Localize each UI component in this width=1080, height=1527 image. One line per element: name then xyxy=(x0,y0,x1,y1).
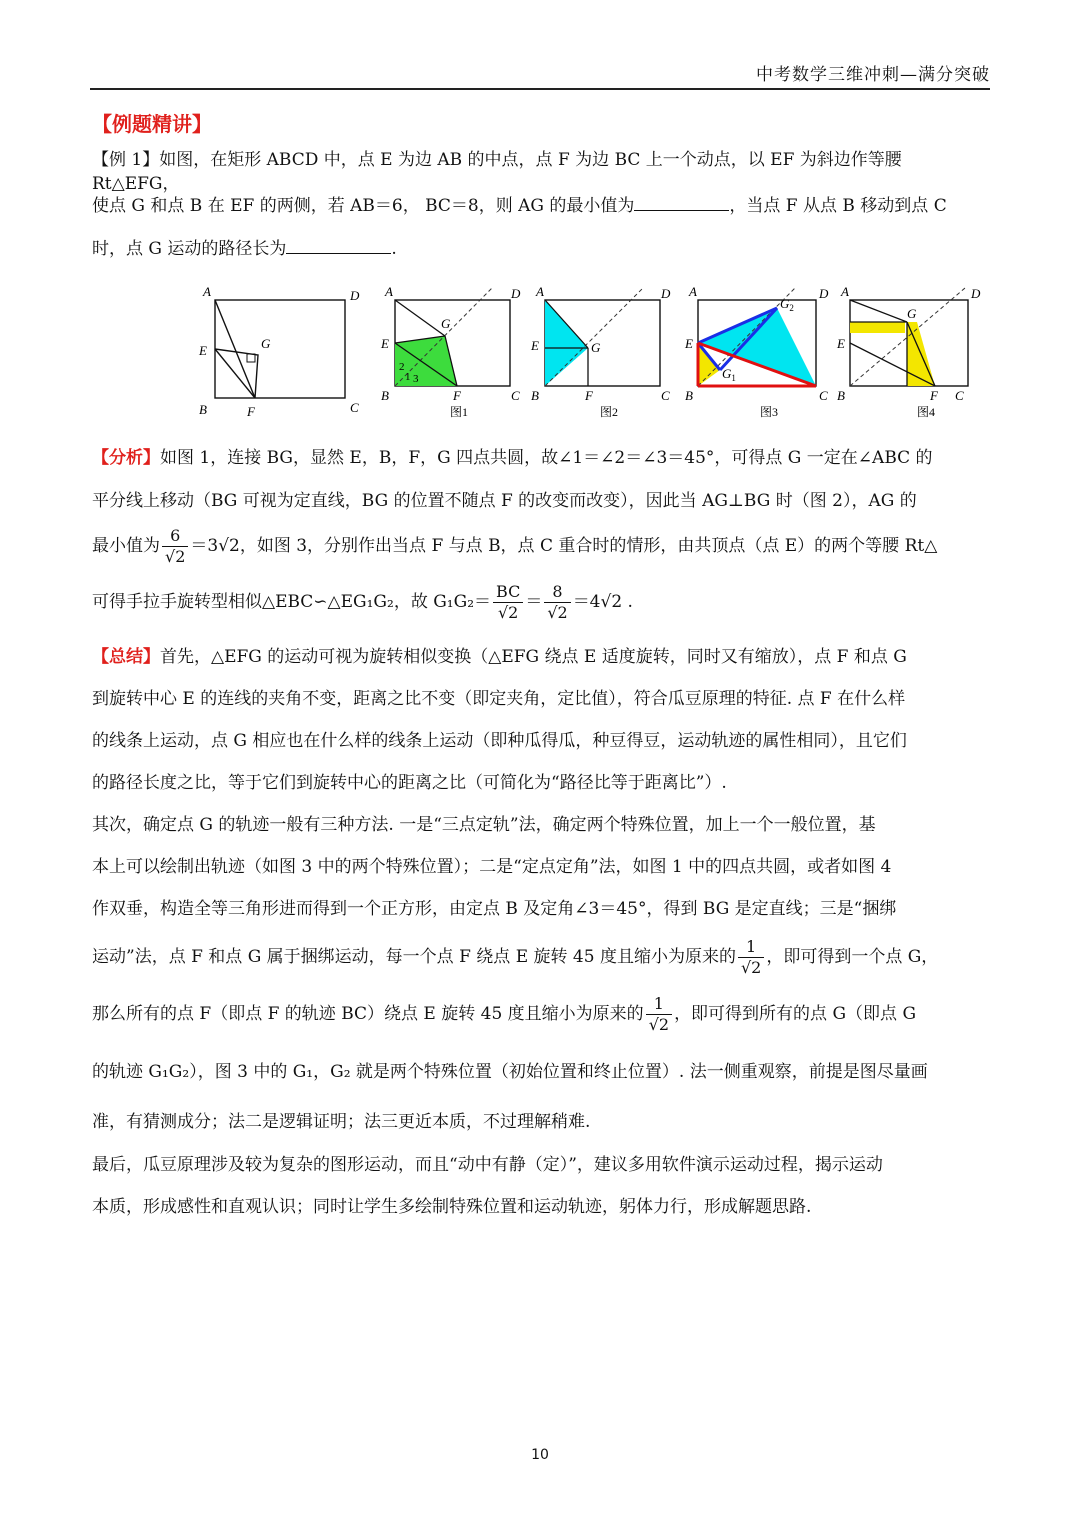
svg-text:C: C xyxy=(819,388,828,403)
svg-text:G: G xyxy=(907,306,917,321)
fig-cyan-large xyxy=(698,308,816,386)
svg-text:A: A xyxy=(841,284,849,299)
fig1-label-g: G xyxy=(261,336,271,351)
figure-4 xyxy=(684,284,829,419)
svg-text:C: C xyxy=(661,388,670,403)
caption-fig3: 图3 xyxy=(760,405,779,419)
fig1-label-b: B xyxy=(199,402,207,417)
svg-text:F: F xyxy=(453,388,461,403)
fig-yellow-top xyxy=(850,322,905,333)
svg-text:E: E xyxy=(837,336,845,351)
summary-line-2: 到旋转中心 E 的连线的夹角不变，距离之比不变（即定夹角，定比值），符合瓜豆原理的特征. 点 F 在什么样 xyxy=(92,689,906,709)
svg-text:D: D xyxy=(971,286,981,301)
svg-text:C: C xyxy=(955,388,964,403)
angle-2-label: 1 xyxy=(405,371,411,383)
caption-fig2: 图2 xyxy=(600,405,619,419)
analysis-line-4: 可得手拉手旋转型相似△EBC∽△EG₁G₂，故 G₁G₂＝ $\frac{BC}{√2}$ ＝ $\frac{8}{√2}$ ＝4√2 . xyxy=(92,582,633,622)
page-number: 10 xyxy=(531,1447,549,1463)
page-header xyxy=(90,60,990,90)
figure-2 xyxy=(380,284,521,419)
svg-text:A: A xyxy=(385,284,393,299)
fig1-label-e: E xyxy=(199,343,207,358)
header-title: 中考数学三维冲刺—满分突破 xyxy=(756,65,990,85)
svg-text:E: E xyxy=(685,336,693,351)
svg-text:C: C xyxy=(511,388,520,403)
summary-line-5: 其次，确定点 G 的轨迹一般有三种方法. 一是“三点定轨”法，确定两个特殊位置，加上一个一般位置，基 xyxy=(92,815,876,835)
summary-line-4: 的路径长度之比，等于它们到旋转中心的距离之比（可简化为“路径比等于距离比”）. xyxy=(92,773,727,793)
caption-fig1: 图1 xyxy=(450,405,469,419)
example-label: 【例 1】 xyxy=(92,150,160,170)
example-line-2: 使点 G 和点 B 在 EF 的两侧，若 AB＝6， BC＝8，则 AG 的最小值为 ，当点 F 从点 B 移动到点 C xyxy=(92,192,992,218)
fraction-1-over-root2-b: $\frac{1}{√2}$ xyxy=(646,994,672,1035)
svg-text:A: A xyxy=(689,284,697,299)
svg-text:B: B xyxy=(531,388,539,403)
summary-line-1: 【总结】首先，△EFG 的运动可视为旋转相似变换（△EFG 绕点 E 适度旋转，同时又有缩放），点 F 和点 G xyxy=(92,647,907,667)
svg-text:B: B xyxy=(685,388,693,403)
svg-text:D: D xyxy=(661,286,671,301)
geometry-figures xyxy=(195,278,985,426)
analysis-line-2: 平分线上移动（BG 可视为定直线，BG 的位置不随点 F 的改变而改变），因此当 AG⊥BG 时（图 2），AG 的 xyxy=(92,491,917,511)
svg-text:E: E xyxy=(531,338,539,353)
svg-text:D: D xyxy=(819,286,829,301)
fig1-label-c: C xyxy=(350,400,359,415)
caption-fig4: 图4 xyxy=(917,405,936,419)
figure-5 xyxy=(836,284,981,419)
answer-blank-1[interactable] xyxy=(634,192,729,211)
label-g1: $G_1$ xyxy=(722,366,736,383)
fig1-label-a: A xyxy=(203,284,211,299)
svg-text:B: B xyxy=(381,388,389,403)
example-line-1: 【例 1】如图，在矩形 ABCD 中，点 E 为边 AB 的中点，点 F 为边 BC 上一个动点，以 EF 为斜边作等腰 Rt△EFG， xyxy=(92,150,902,194)
angle-3-label: 3 xyxy=(413,373,419,385)
summary-label: 【总结】 xyxy=(92,647,160,667)
analysis-label: 【分析】 xyxy=(92,448,160,468)
svg-text:B: B xyxy=(837,388,845,403)
section-title: 【例题精讲】 xyxy=(92,112,212,136)
svg-text:D: D xyxy=(511,286,521,301)
summary-line-3: 的线条上运动，点 G 相应也在什么样的线条上运动（即种瓜得瓜，种豆得豆，运动轨迹的属性相同），且它们 xyxy=(92,731,907,751)
angle-1-label: 2 xyxy=(399,361,405,373)
fig1-label-f: F xyxy=(247,404,255,419)
svg-text:A: A xyxy=(536,284,544,299)
example-line-3: 时，点 G 运动的路径长为 . xyxy=(92,235,992,261)
summary-line-11: 准，有猜测成分；法二是逻辑证明；法三更近本质，不过理解稍难. xyxy=(92,1112,591,1132)
summary-line-6: 本上可以绘制出轨迹（如图 3 中的两个特殊位置）；二是“定点定角”法，如图 1 中的四点共圆，或者如图 4 xyxy=(92,857,892,877)
fraction-6-over-root2: $\frac{6}{√2}$ xyxy=(162,526,188,567)
fraction-bc-over-root2: $\frac{BC}{√2}$ xyxy=(493,582,523,623)
fraction-8-over-root2: $\frac{8}{√2}$ xyxy=(544,582,570,623)
analysis-line-1: 【分析】如图 1，连接 BG，显然 E，B，F，G 四点共圆，故∠1＝∠2＝∠3＝45°，可得点 G 一定在∠ABC 的 xyxy=(92,448,933,468)
svg-text:G: G xyxy=(441,316,451,331)
summary-line-8: 运动”法，点 F 和点 G 属于捆绑运动，每一个点 F 绕点 E 旋转 45 度且缩小为原来的 $\frac{1}{√2}$ ，即可得到一个点 G， xyxy=(92,937,939,977)
summary-line-12: 最后，瓜豆原理涉及较为复杂的图形运动，而且“动中有静（定）”，建议多用软件演示运动过程，揭示运动 xyxy=(92,1155,883,1175)
fig1-label-d: D xyxy=(350,288,360,303)
figure-3 xyxy=(530,284,671,419)
analysis-line-3: 最小值为 $\frac{6}{√2}$ ＝3√2，如图 3，分别作出当点 F 与点 B，点 C 重合时的情形，由共顶点（点 E）的两个等腰 Rt△ xyxy=(92,526,938,566)
summary-line-9: 那么所有的点 F（即点 F 的轨迹 BC）绕点 E 旋转 45 度且缩小为原来的 $\frac{1}{√2}$ ，即可得到所有的点 G（即点 G xyxy=(92,994,917,1034)
fraction-1-over-root2-a: $\frac{1}{√2}$ xyxy=(738,937,764,978)
figure-1 xyxy=(198,284,360,419)
summary-line-7: 作双垂，构造全等三角形进而得到一个正方形，由定点 B 及定角∠3＝45°，得到 BG 是定直线；三是“捆绑 xyxy=(92,899,897,919)
answer-blank-2[interactable] xyxy=(286,235,391,254)
svg-text:E: E xyxy=(381,336,389,351)
svg-text:F: F xyxy=(930,388,938,403)
summary-line-13: 本质，形成感性和直观认识；同时让学生多绘制特殊位置和运动轨迹，躬体力行，形成解题思路. xyxy=(92,1197,812,1217)
summary-line-10: 的轨迹 G₁G₂），图 3 中的 G₁，G₂ 就是两个特殊位置（初始位置和终止位置）. 法一侧重观察，前提是图尽量画 xyxy=(92,1062,928,1082)
fig-cyan-triangle xyxy=(545,300,588,386)
svg-text:F: F xyxy=(585,388,593,403)
label-g2: $G_2$ xyxy=(780,296,794,313)
svg-text:G: G xyxy=(591,340,601,355)
